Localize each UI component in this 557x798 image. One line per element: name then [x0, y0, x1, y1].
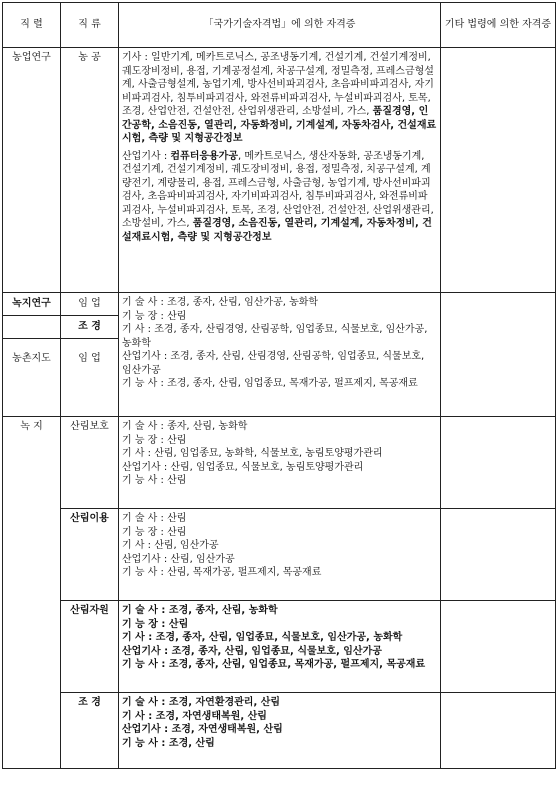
- header-row: [3, 3, 556, 48]
- kind-label: 조 경: [61, 316, 118, 339]
- license-line: 기 사 : 조경, 자연생태복원, 산림: [122, 710, 267, 722]
- other-license-cell: [441, 601, 556, 693]
- header-kind: 직 류: [61, 3, 119, 48]
- series-cell: [3, 293, 61, 417]
- license-cell: [119, 293, 441, 417]
- license-line: 기 능 장 : 산림: [122, 526, 187, 538]
- other-license-cell: [441, 48, 556, 293]
- license-line: 기 능 장 : 산림: [122, 618, 189, 630]
- kind-cell: 조 경: [61, 693, 119, 769]
- license-cell: [119, 601, 441, 693]
- series-cell: 농업연구: [3, 48, 61, 293]
- license-cell: [119, 48, 441, 293]
- table-row: [3, 509, 556, 601]
- license-line-bold: 컴퓨터응용가공: [170, 150, 238, 162]
- license-line: , 메카트로닉스, 생산자동화, 공조냉동기계, 건설기계, 건설기계정비, 궤도장비정비, 용접, 정밀측정, 치공구설계, 계량전기, 계량물리, 용접, 프레스금형, 사출금형, 농업기계, 방사선비파괴검사, 초음파비파괴검사, 자기비파괴검사, 침투비파괴검사, 와전류비파괴검사, 누설비파괴검사, 토목, 조경, 산업안전, 건설안전, 산업위생관리, 소방설비, 가스,: [122, 150, 434, 229]
- license-line: 기 사 : 조경, 종자, 산림, 임업종묘, 식물보호, 임산가공, 농화학: [122, 632, 403, 643]
- license-line: 기 술 사 : 조경, 종자, 산림, 농화학: [122, 605, 278, 616]
- other-license-cell: [441, 417, 556, 509]
- qualification-table: [2, 2, 556, 769]
- license-line: 산업기사 : 산림, 임업종묘, 식물보호, 농림토양평가관리: [122, 461, 364, 473]
- license-cell: [119, 509, 441, 601]
- license-line: 기 술 사 : 조경, 자연환경관리, 산림: [122, 697, 281, 708]
- license-line: 기 술 사 : 산림: [122, 513, 187, 524]
- license-line: 산업기사 : 조경, 종자, 산림, 산림경영, 산림공학, 임업종묘, 식물보호, 임산가공: [122, 351, 425, 376]
- license-line: 기 사 : 조경, 종자, 산림경영, 산림공학, 임업종묘, 식물보호, 임산가공, 농화학: [122, 324, 428, 349]
- kind-cell: 산림보호: [61, 417, 119, 509]
- header-other-license: 기타 법령에 의한 자격증: [441, 3, 556, 48]
- kind-label: 임 업: [61, 293, 118, 316]
- license-line: 기 사 : 산림, 임산가공: [122, 540, 219, 551]
- license-line: 산업기사 : 조경, 자연생태복원, 산림: [122, 724, 283, 735]
- license-line: 산업기사 : 산림, 임산가공: [122, 553, 235, 565]
- license-line: 기 능 사 : 조경, 산림: [122, 737, 215, 749]
- license-line: 산업기사 : 조경, 종자, 산림, 임업종묘, 식물보호, 임산가공: [122, 645, 382, 657]
- series-cell: 녹 지: [3, 417, 61, 769]
- other-license-cell: [441, 509, 556, 601]
- kind-cell: 산림자원: [61, 601, 119, 693]
- other-license-cell: [441, 693, 556, 769]
- header-series: 직 렬: [3, 3, 61, 48]
- series-label: 녹지연구: [3, 293, 60, 316]
- kind-cell: 산림이용: [61, 509, 119, 601]
- table-row: [3, 293, 556, 417]
- kind-label: 임 업: [78, 353, 101, 364]
- license-line: 기 능 장 : 산림: [122, 434, 187, 446]
- other-license-cell: [441, 293, 556, 417]
- license-line: 기사 : 일반기계, 메카트로닉스, 공조냉동기계, 건설기계, 건설기계정비, 궤도장비정비, 용접, 기계공정설계, 차공구설계, 정밀측정, 프레스금형설계, 사출금형설계, 농업기계, 방사선비파괴검사, 초음파비파괴검사, 자기비파괴검사, 침투비파괴검사, 와전류비파괴검사, 누설비파괴검사, 토목, 조경, 산업안전, 건설안전, 산업위생관리, 소방설비, 가스,: [122, 52, 434, 117]
- license-line: 기 술 사 : 조경, 종자, 산림, 임산가공, 농화학: [122, 297, 319, 308]
- license-line: 산업기사 :: [122, 150, 171, 162]
- kind-cell: 농 공: [61, 48, 119, 293]
- license-line: 기 능 사 : 산림: [122, 475, 187, 486]
- license-line-bold: 품질경영, 인간공학, 소음진동, 열관리, 자동화정비, 기계설계, 자동차검사, 건설재료시험, 측량 및 지형공간정보: [122, 106, 437, 144]
- license-line: 기 술 사 : 종자, 산림, 농화학: [122, 421, 248, 432]
- table-row: [3, 48, 556, 293]
- license-line: 기 능 사 : 조경, 종자, 산림, 임업종묘, 목재가공, 펄프제지, 목공재료: [122, 378, 418, 389]
- series-label: 농촌지도: [12, 353, 51, 364]
- kind-cell: [61, 293, 119, 417]
- license-cell: [119, 417, 441, 509]
- license-line: 기 능 장 : 산림: [122, 310, 187, 322]
- license-line: 기 사 : 산림, 임업종묘, 농화학, 식물보호, 농림토양평가관리: [122, 448, 383, 459]
- table-row: [3, 417, 556, 509]
- license-line: 기 능 사 : 조경, 종자, 산림, 임업종묘, 목재가공, 펄프제지, 목공재료: [122, 659, 426, 670]
- license-cell: [119, 693, 441, 769]
- table-row: [3, 693, 556, 769]
- table-row: [3, 601, 556, 693]
- license-line-bold: 품질경영, 소음진동, 열관리, 기계설계, 자동차정비, 건설재료시험, 측량 및 지형공간정보: [122, 218, 432, 243]
- header-national-license: 「국가기술자격법」에 의한 자격증: [119, 3, 441, 48]
- license-line: 기 능 사 : 산림, 목재가공, 펄프제지, 목공재료: [122, 567, 322, 578]
